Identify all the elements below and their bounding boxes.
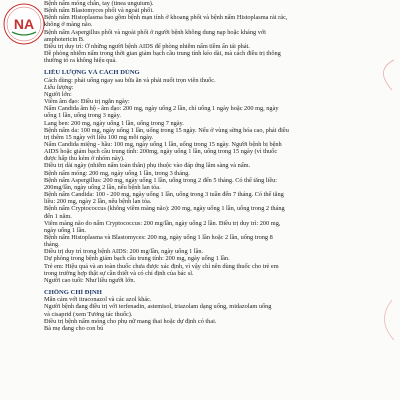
text-line: Bệnh nấm Histoplasma bao gồm bệnh mạn tính ở khoang phổi và bệnh nấm Histoplasma rải rác, xyxy=(44,14,288,22)
text-line: Bệnh nấm Cryptococcus (không viêm màng não): 200 mg, ngày uống 1 lần, uống trong 2 tháng xyxy=(44,205,285,213)
text-line: Điều trị bệnh nấm móng cho phụ nữ mang thai hoặc dự định có thai. xyxy=(44,317,217,325)
text-line: Đề phòng nhiễm nấm trong thời gian giảm bạch cầu trung tính kéo dài, mà cách điều trị thông xyxy=(44,50,281,58)
text-line: không ở màng não. xyxy=(44,21,93,29)
text-line: Người cao tuổi: Như liều người lớn. xyxy=(44,276,136,284)
text-line: Bệnh nấm da: 100 mg, ngày uống 1 lần, uống trong 15 ngày. Nếu ở vùng sừng hóa cao, phải điều xyxy=(44,126,289,134)
text-line: amphotericin B. xyxy=(44,35,85,43)
text-line: Bệnh nấm Candida: 100 - 200 mg, ngày uống 1 lần, uống trong 3 tuần đến 7 tháng. Có thể tăng xyxy=(44,191,284,199)
text-line: đến 1 năm. xyxy=(44,212,72,220)
text-line: 200mg/lần, ngày uống 2 lần, nếu bệnh lan tỏa. xyxy=(44,183,161,191)
leaflet-text xyxy=(44,0,386,332)
text-line: Cách dùng: phải uống ngay sau bữa ăn và phải nuốt trọn viên thuốc. xyxy=(44,76,216,84)
contraindications-section xyxy=(44,296,386,332)
text-line: Bệnh nấm Aspergillus phổi và ngoài phổi ở người bệnh không dung nạp hoặc kháng với xyxy=(44,28,266,36)
text-line: Mẫn cảm với itraconazol và các azol khác. xyxy=(44,296,152,304)
text-line: Bệnh nấm Histoplasma và Blastomyces: 200 mg, ngày uống 1 lần hoặc 2 lần, uống trong 8 xyxy=(44,234,273,241)
text-line: Viêm màng não do nấm Cryptococcus: 200 mg/lần, ngày uống 2 lần. Điều trị duy trì: 200 mg, xyxy=(44,219,281,227)
dosage-section xyxy=(44,77,386,285)
text-line: liều: 200 mg, ngày 2 lần, nếu bệnh lan tỏa. xyxy=(44,198,152,206)
text-line: uống 1 lần, uống trong 3 ngày. xyxy=(44,112,121,120)
pharmacy-logo xyxy=(2,2,46,46)
text-line: được hấp thu kém ở nhóm này). xyxy=(44,155,125,163)
contraindications-heading: CHỐNG CHỈ ĐỊNH xyxy=(44,289,102,297)
text-line: Bệnh nấm Blastomyces phổi và ngoài phổi. xyxy=(44,7,154,15)
text-line: và cisaprid (xem Tương tác thuốc). xyxy=(44,310,133,318)
text-line: Bệnh nấm Aspergillus: 200 mg, ngày uống 1 lần, uống trong 2 đến 5 tháng. Có thể tăng liều: xyxy=(44,176,278,184)
text-line: Nấm Candida miệng - hầu: 100 mg, ngày uống 1 lần, uống trong 15 ngày. Người bệnh bị bệnh xyxy=(44,140,282,148)
text-line: Nấm Candida âm hộ - âm đạo: 200 mg, ngày uống 2 lần, chỉ uống 1 ngày hoặc 200 mg, ngày xyxy=(44,105,279,113)
text-line: AIDS hoặc giảm bạch cầu trung tính: 200mg, ngày uống 1 lần, uống trong 15 ngày (vì thuốc xyxy=(44,148,278,156)
logo-letters: NA xyxy=(13,16,35,32)
text-line: ngày uống 1 lần. xyxy=(44,226,86,234)
text-line: Người lớn: xyxy=(44,90,72,98)
text-line: Trẻ em: Hiệu quả và an toàn thuốc chưa được xác định, vì vậy chỉ nên dùng thuốc cho trẻ em xyxy=(44,262,279,270)
text-line: thường tỏ ra không hiệu quả. xyxy=(44,57,117,65)
dosage-heading: LIỀU LƯỢNG VÀ CÁCH DÙNG xyxy=(44,69,140,77)
text-line: Liều lượng: xyxy=(44,83,74,91)
text-line: Bệnh nấm móng chân, tay (tinea unguium). xyxy=(44,0,154,7)
text-line: Lang ben: 200 mg, ngày uống 1 lần, uống trong 7 ngày. xyxy=(44,119,184,127)
text-line: Điều trị duy trì trong bệnh AIDS: 200 mg/lần, ngày uống 1 lần. xyxy=(44,248,204,256)
text-line: tháng. xyxy=(44,241,60,249)
text-line: trị thêm 15 ngày với liều 100 mg mỗi ngày. xyxy=(44,133,154,141)
text-line: trong trường hợp thật sự cần thiết và có chỉ định của bác sĩ. xyxy=(44,269,194,277)
text-line: Người bệnh đang điều trị với terfenadin, astemisol, triazolam dạng uống, midazolam uống xyxy=(44,303,272,311)
text-line: Bà mẹ đang cho con bú xyxy=(44,324,104,332)
text-line: Viêm âm đạo: Điều trị ngắn ngày: xyxy=(44,98,130,106)
text-line: Điều trị dài ngày (nhiễm nấm toàn thân) phụ thuộc vào đáp ứng lâm sàng và nấm. xyxy=(44,162,251,170)
indications-continued xyxy=(44,0,386,64)
text-line: Điều trị duy trì: Ở những người bệnh AIDS để phòng nhiễm nấm tiềm ẩn tái phát. xyxy=(44,42,250,50)
text-line: Dự phòng trong bệnh giảm bạch cầu trung tính: 200 mg, ngày uống 1 lần. xyxy=(44,255,230,263)
text-line: Bệnh nấm móng: 200 mg, ngày uống 1 lần, trong 3 tháng. xyxy=(44,169,190,177)
